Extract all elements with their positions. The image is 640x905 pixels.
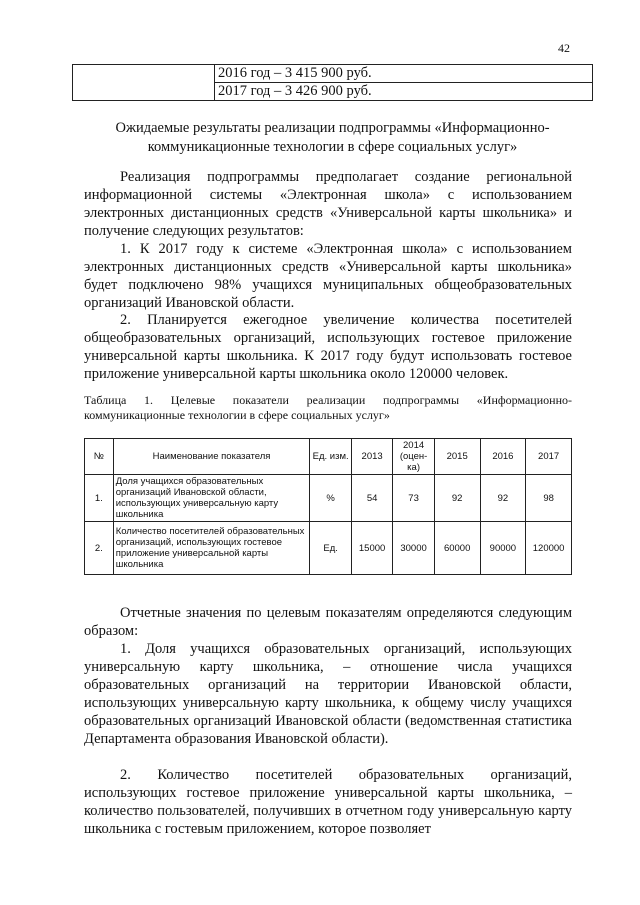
row-2-2015: 60000 <box>434 522 480 575</box>
table-row <box>85 522 572 575</box>
reporting-1-paragraph <box>84 640 572 748</box>
row-1-2015: 92 <box>434 475 480 522</box>
intro-paragraph <box>84 168 572 240</box>
row-2-2014: 30000 <box>393 522 434 575</box>
header-2017: 2017 <box>526 439 572 475</box>
row-2-2017: 120000 <box>526 522 572 575</box>
row-2-2016: 90000 <box>480 522 526 575</box>
row-1-2013: 54 <box>351 475 392 522</box>
row-1-2014: 73 <box>393 475 434 522</box>
budget-2016: 2016 год – 3 415 900 руб. <box>215 65 593 83</box>
row-1-unit: % <box>310 475 351 522</box>
table-row <box>85 475 572 522</box>
header-2015: 2015 <box>434 439 480 475</box>
result-2-text: 2. Планируется ежегодное увеличение количества посетителей общеобразовательных организаций, использующих гостевое приложение универсальной карты школьника. К 2017 году будут использовать гостевое приложение универсальной карты школьника около 120000 человек. <box>84 312 572 382</box>
indicators-header-row <box>85 439 572 475</box>
header-2014: 2014 (оцен-ка) <box>393 439 434 475</box>
header-unit: Ед. изм. <box>310 439 351 475</box>
reporting-2-text: 2. Количество посетителей образовательных организаций, использующих гостевое приложение универсальной карты школьника, – количество пользователей, получивших в отчетном году универсальную карту школьника с гостевым приложением, которое позволяет <box>84 767 572 837</box>
header-2016: 2016 <box>480 439 526 475</box>
page-number: 42 <box>558 41 570 55</box>
header-2013: 2013 <box>351 439 392 475</box>
section-title <box>72 119 593 157</box>
result-1-text: 1. К 2017 году к системе «Электронная школа» с использованием электронных дистанционных средств «Универсальной карты школьника» будет подключено 98% учащихся муниципальных общеобразовательных организаций Ивановской области. <box>84 241 572 311</box>
reporting-intro-text: Отчетные значения по целевым показателям определяются следующим образом: <box>84 605 572 639</box>
header-name: Наименование показателя <box>113 439 310 475</box>
budget-row <box>73 65 593 83</box>
indicators-table <box>84 438 572 575</box>
section-title-line-1: Ожидаемые результаты реализации подпрограммы «Информационно- <box>115 120 550 136</box>
row-2-2013: 15000 <box>351 522 392 575</box>
table-caption: Таблица 1. Целевые показатели реализации подпрограммы «Информационно-коммуникационные технологии в сфере социальных услуг» <box>84 393 572 422</box>
row-2-unit: Ед. <box>310 522 351 575</box>
row-1-num: 1. <box>85 475 114 522</box>
row-2-num: 2. <box>85 522 114 575</box>
reporting-intro-paragraph <box>84 604 572 640</box>
row-1-2016: 92 <box>480 475 526 522</box>
intro-text: Реализация подпрограммы предполагает создание региональной информационной системы «Электронная школа» с использованием электронных дистанционных средств «Универсальной карты школьника» и получение следующих результатов: <box>84 169 572 239</box>
section-title-line-2: коммуникационные технологии в сфере социальных услуг» <box>147 139 518 155</box>
row-1-2017: 98 <box>526 475 572 522</box>
budget-2017: 2017 год – 3 426 900 руб. <box>215 83 593 101</box>
reporting-1-text: 1. Доля учащихся образовательных организаций, использующих универсальную карту школьника, – отношение числа учащихся образовательных организаций на территории Ивановской области, использующих универсальную карту школьника, к общему числу учащихся образовательных организаций Ивановской области (ведомственная статистика Департамента образования Ивановской области). <box>84 641 572 747</box>
budget-table <box>72 64 593 101</box>
reporting-2-paragraph <box>84 766 572 838</box>
budget-empty-cell <box>73 65 215 101</box>
row-2-name: Количество посетителей образовательных организаций, использующих гостевое приложение универсальной карты школьника <box>113 522 310 575</box>
row-1-name: Доля учащихся образовательных организаций Ивановской области, использующих универсальную карту школьника <box>113 475 310 522</box>
header-num: № <box>85 439 114 475</box>
result-2-paragraph <box>84 311 572 383</box>
result-1-paragraph <box>84 240 572 312</box>
